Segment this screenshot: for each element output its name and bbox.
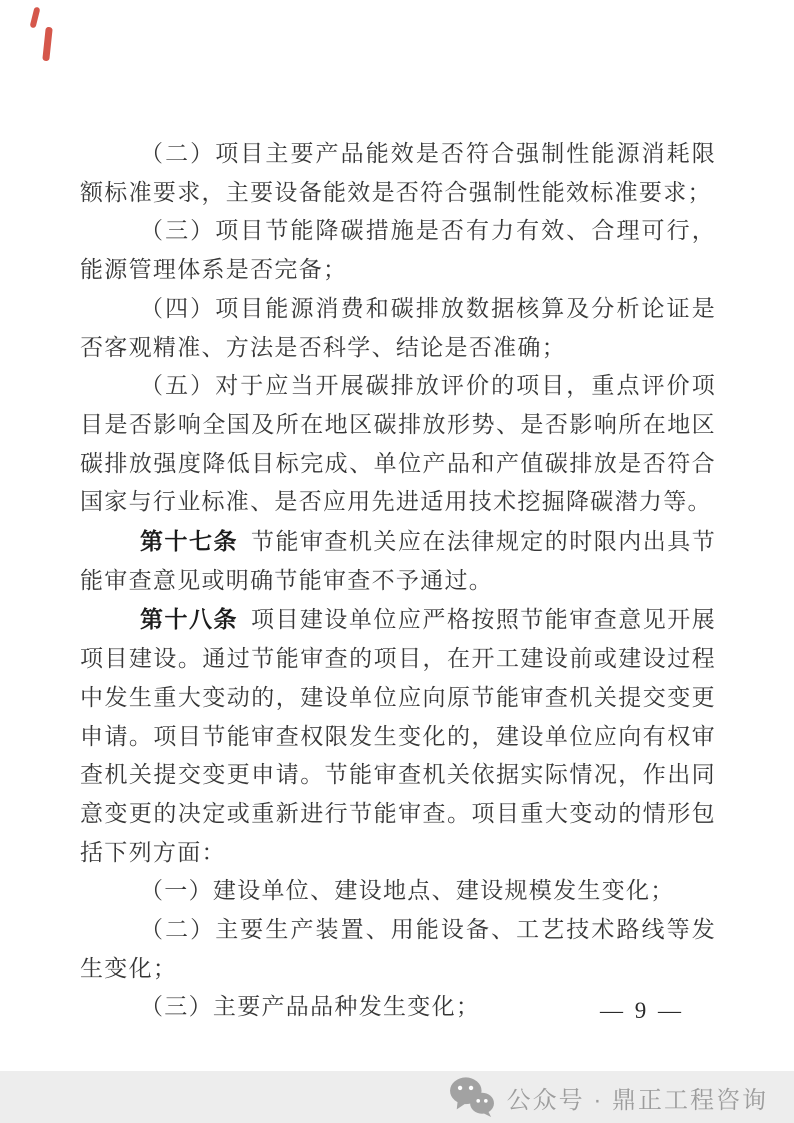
paragraph: [80, 600, 716, 872]
paragraph: [80, 522, 716, 600]
document-body: [80, 135, 716, 1027]
article-number: 第十七条: [140, 528, 238, 555]
paragraph-text: （二）项目主要产品能效是否符合强制性能源消耗限额标准要求，主要设备能效是否符合强制性能效标准要求；: [80, 141, 716, 205]
wechat-icon: [449, 1076, 495, 1118]
paragraph: [80, 872, 716, 911]
watermark-text: 公众号 · 鼎正工程咨询: [506, 1086, 768, 1114]
red-seal-fragment: [42, 27, 53, 62]
article-number: 第十八条: [140, 606, 238, 633]
paragraph-text: 项目建设单位应严格按照节能审查意见开展项目建设。通过节能审查的项目，在开工建设前或建设过程中发生重大变动的，建设单位应向原节能审查机关提交变更申请。项目节能审查权限发生变化的，建设单位应向有权审查机关提交变更申请。节能审查机关依据实际情况，作出同意变更的决定或重新进行节能审查。项目重大变动的情形包括下列方面：: [80, 607, 717, 865]
paragraph: [80, 911, 716, 988]
page-number: — 9 —: [600, 998, 684, 1023]
paragraph: [80, 367, 716, 522]
paragraph-text: （四）项目能源消费和碳排放数据核算及分析论证是否客观精准、方法是否科学、结论是否准确；: [80, 295, 716, 360]
paragraph-text: （五）对于应当开展碳排放评价的项目，重点评价项目是否影响全国及所在地区碳排放形势、是否影响所在地区碳排放强度降低目标完成、单位产品和产值碳排放是否符合国家与行业标准、是否应用先进适用技术挖掘降碳潜力等。: [80, 373, 716, 515]
red-seal-fragment: [30, 7, 41, 29]
paragraph-text: （三）项目节能降碳措施是否有力有效、合理可行，能源管理体系是否完备；: [80, 218, 716, 283]
paragraph-text: （三）主要产品品种发生变化；: [140, 994, 481, 1020]
paragraph-text: （二）主要生产装置、用能设备、工艺技术路线等发生变化；: [80, 917, 716, 981]
paragraph-text: 节能审查机关应在法律规定的时限内出具节能审查意见或明确节能审查不予通过。: [80, 529, 717, 593]
paragraph: [80, 135, 716, 212]
watermark-bar: [0, 1071, 794, 1123]
paragraph-text: （一）建设单位、建设地点、建设规模发生变化；: [140, 878, 675, 904]
paragraph: [80, 290, 716, 367]
paragraph: [80, 212, 716, 289]
